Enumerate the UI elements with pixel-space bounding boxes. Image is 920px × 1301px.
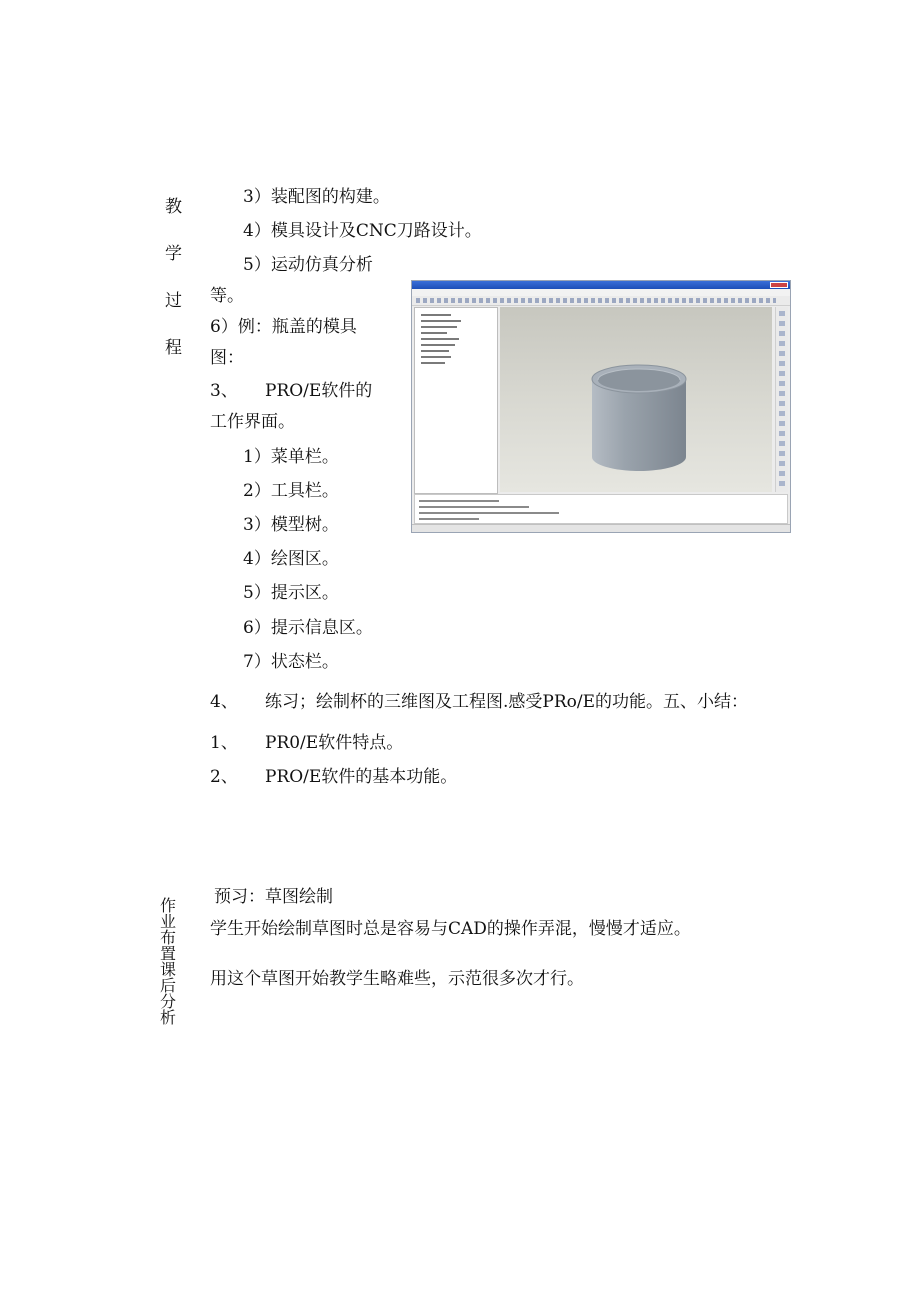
line-assembly: 3）装配图的构建。	[243, 187, 390, 207]
tool-bar	[412, 296, 790, 306]
side-char: 学	[165, 244, 182, 264]
list-item: 5）提示区。	[243, 583, 339, 603]
para-4-num: 4、	[210, 692, 238, 712]
summary-2-text: PRO/E软件的基本功能。	[265, 767, 458, 787]
side-char: 过	[165, 291, 182, 311]
list-item: 6）提示信息区。	[243, 618, 373, 638]
cylinder-model-icon	[500, 307, 772, 492]
side-label-teaching	[165, 196, 182, 359]
message-area	[414, 494, 788, 524]
list-item: 3）模型树。	[243, 515, 339, 535]
line-motion: 5）运动仿真分析	[243, 255, 373, 275]
summary-2-num: 2、	[210, 767, 238, 787]
model-tree	[414, 307, 498, 494]
side-char: 程	[165, 338, 182, 358]
line-mold: 4）模具设计及CNC刀路设计。	[243, 221, 482, 241]
toolbar-icons	[416, 298, 776, 303]
line-example: 6）例：瓶盖的模具	[210, 317, 357, 337]
line-etc: 等。	[210, 286, 244, 306]
line-3-num: 3、	[210, 381, 238, 401]
graphics-area	[500, 307, 772, 492]
window-buttons-icon	[770, 282, 788, 288]
status-bar	[412, 524, 790, 532]
line-interface: 工作界面。	[210, 412, 295, 432]
side-char: 教	[165, 197, 182, 217]
proe-screenshot	[411, 280, 791, 533]
homework-preview: 预习：草图绘制	[214, 887, 333, 907]
list-item: 2）工具栏。	[243, 481, 339, 501]
analysis-line-2: 用这个草图开始教学生略难些，示范很多次才行。	[210, 969, 584, 989]
line-figure: 图：	[210, 348, 244, 368]
summary-1-text: PR0/E软件特点。	[265, 733, 404, 753]
right-toolbar	[775, 307, 788, 492]
list-item: 1）菜单栏。	[243, 447, 339, 467]
window-titlebar	[412, 281, 790, 289]
para-4-text: 练习；绘制杯的三维图及工程图.感受PRo/E的功能。五、小结：	[265, 692, 749, 712]
analysis-line-1: 学生开始绘制草图时总是容易与CAD的操作弄混，慢慢才适应。	[210, 919, 691, 939]
line-3-text: PRO/E软件的	[265, 381, 373, 401]
list-item: 7）状态栏。	[243, 652, 339, 672]
summary-1-num: 1、	[210, 733, 238, 753]
list-item: 4）绘图区。	[243, 549, 339, 569]
side-label-homework: 作业布置课后分析	[160, 896, 177, 1027]
